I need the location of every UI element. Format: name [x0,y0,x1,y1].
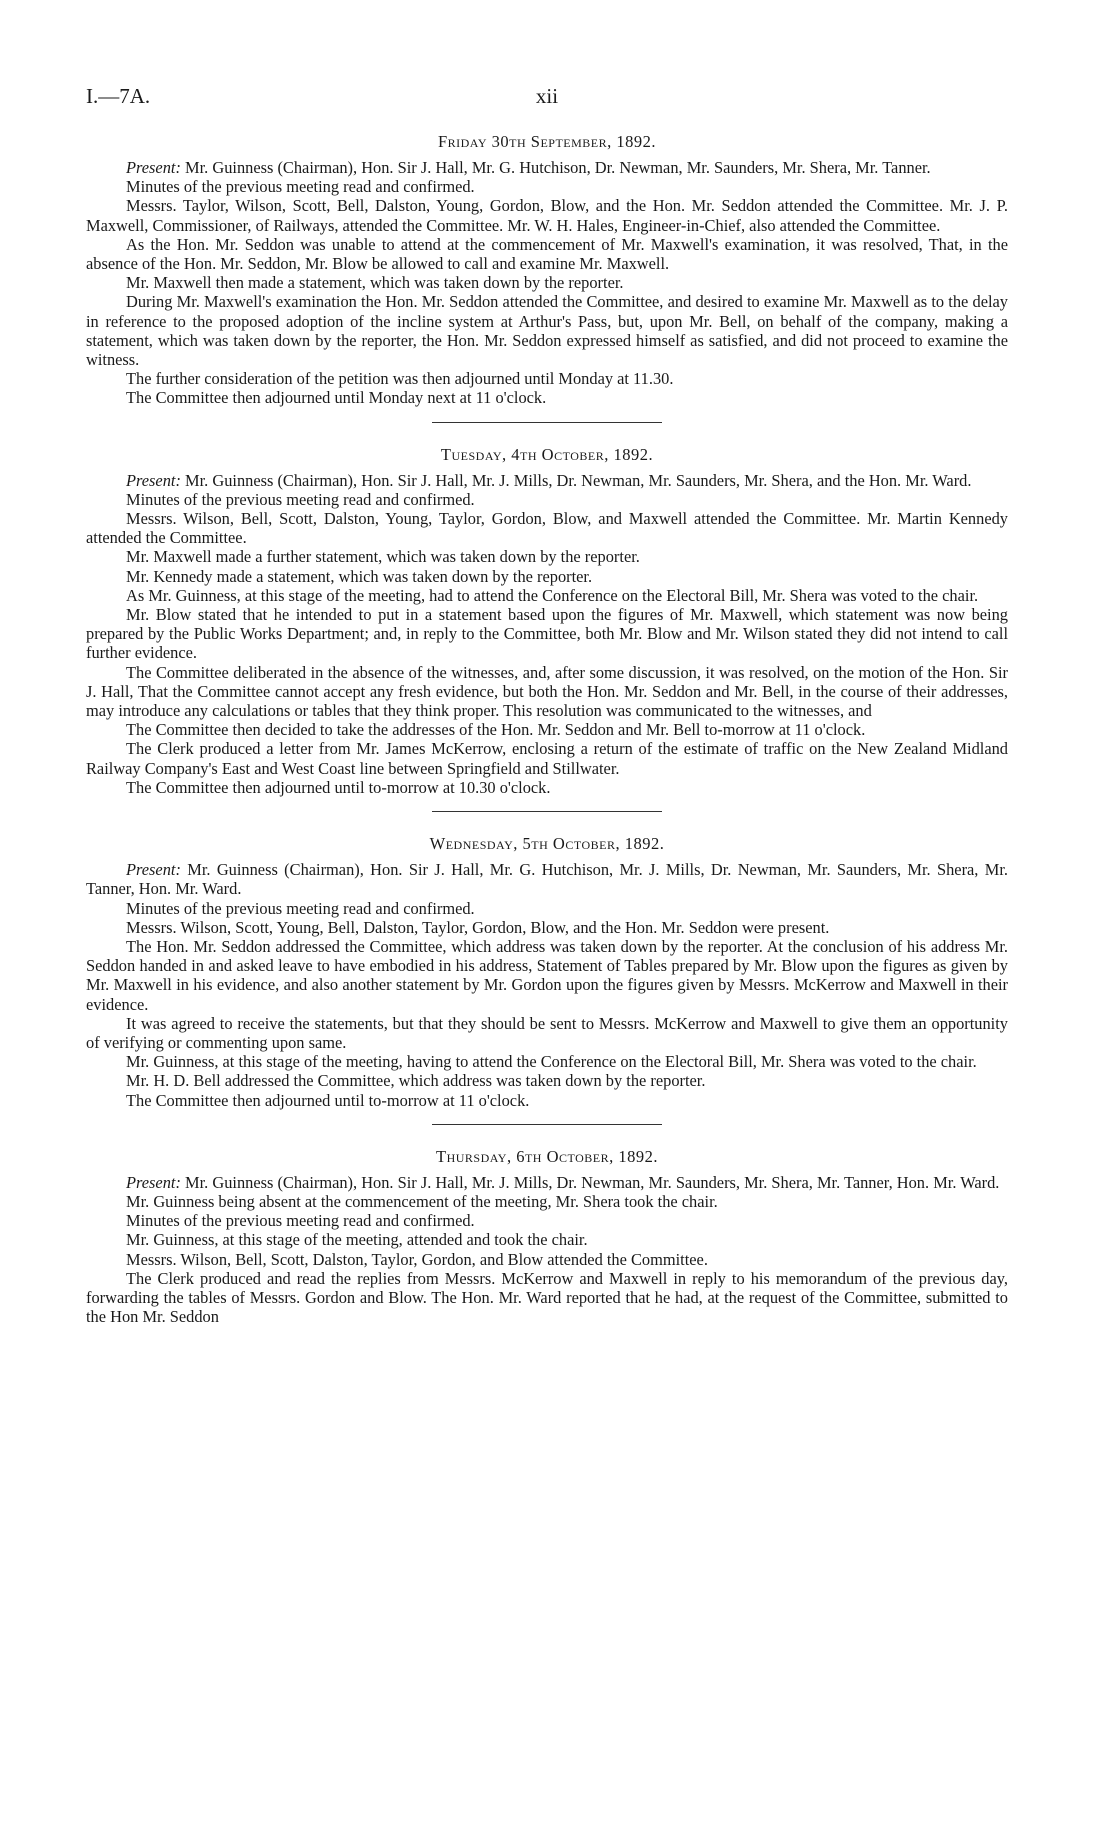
meeting-date-heading: Friday 30th September, 1892. [437,132,657,151]
meeting-date-heading: Wednesday, 5th October, 1892. [429,834,665,854]
present-label: Present: [126,1172,181,1192]
present-list: Mr. Guinness (Chairman), Hon. Sir J. Hall, Mr. J. Mills, Dr. Newman, Mr. Saunders, Mr. Shera, and the Hon. Mr. Ward. [185,470,972,490]
minutes-paragraph: Minutes of the previous meeting read and confirmed. [126,1211,475,1231]
minutes-paragraph: Mr. H. D. Bell addressed the Committee, which address was taken down by the reporter. [126,1071,706,1091]
minutes-paragraph: The Committee then adjourned until to-morrow at 11 o'clock. [126,1090,530,1110]
section-divider [432,422,662,423]
minutes-paragraph: Messrs. Wilson, Scott, Young, Bell, Dalston, Taylor, Gordon, Blow, and the Hon. Mr. Seddon were present. [126,917,830,937]
present-members [86,471,1008,490]
minutes-paragraph: During Mr. Maxwell's examination the Hon. Mr. Seddon attended the Committee, and desired to examine Mr. Maxwell as to the delay in reference to the proposed adoption of the incline system at Arthur's Pass, but, upon Mr. Bell, on behalf of the company, making a statement, which was taken down by the reporter, the Hon. Mr. Seddon expressed himself as satisfied, and did not proceed to examine the witness. [86,292,1008,370]
present-label: Present: [126,860,181,880]
minutes-paragraph: As Mr. Guinness, at this stage of the meeting, had to attend the Conference on the Electoral Bill, Mr. Shera was voted to the chair. [126,585,979,605]
section-divider [432,811,662,812]
minutes-paragraph: The Committee then decided to take the addresses of the Hon. Mr. Seddon and Mr. Bell to-morrow at 11 o'clock. [126,720,866,740]
minutes-paragraph: The Committee deliberated in the absence of the witnesses, and, after some discussion, it was resolved, on the motion of the Hon. Sir J. Hall, That the Committee cannot accept any fresh evidence, but both the Hon. Mr. Seddon and Mr. Bell, in the course of their addresses, may introduce any calculations or tables that they think proper. This resolution was communicated to the witnesses, and [86,662,1008,721]
minutes-paragraph: Mr. Blow stated that he intended to put in a statement based upon the figures of Mr. Maxwell, which statement was now being prepared by the Public Works Department; and, in reply to the Committee, both Mr. Blow and Mr. Wilson stated they did not intend to call further evidence. [86,605,1008,663]
present-members [86,860,1008,898]
minutes-body [86,132,1008,1326]
minutes-paragraph: As the Hon. Mr. Seddon was unable to attend at the commencement of Mr. Maxwell's examination, it was resolved, That, in the absence of the Hon. Mr. Seddon, Mr. Blow be allowed to call and examine Mr. Maxwell. [86,234,1008,274]
minutes-paragraph: Mr. Guinness, at this stage of the meeting, attended and took the chair. [126,1230,588,1250]
minutes-paragraph: The Clerk produced a letter from Mr. James McKerrow, enclosing a return of the estimate of traffic on the New Zealand Midland Railway Company's East and West Coast line between Springfield and Stillwater. [86,739,1008,778]
minutes-paragraph: Mr. Maxwell made a further statement, which was taken down by the reporter. [126,547,640,567]
minutes-paragraph: Messrs. Wilson, Bell, Scott, Dalston, Young, Taylor, Gordon, Blow, and Maxwell attended the Committee. Mr. Martin Kennedy attended the Committee. [86,509,1008,548]
minutes-paragraph: Minutes of the previous meeting read and confirmed. [126,898,475,918]
page-number: xii [535,84,559,108]
page-header [86,84,1008,114]
document-page [86,84,1008,1326]
minutes-paragraph: The further consideration of the petition was then adjourned until Monday at 11.30. [126,369,674,389]
present-list: Mr. Guinness (Chairman), Hon. Sir J. Hall, Mr. G. Hutchison, Dr. Newman, Mr. Saunders, Mr. Shera, Mr. Tanner. [185,158,931,177]
present-list: Mr. Guinness (Chairman), Hon. Sir J. Hall, Mr. G. Hutchison, Mr. J. Mills, Dr. Newman, Mr. Saunders, Mr. Shera, Mr. Tanner, Hon. Mr. Ward. [86,860,1008,899]
meeting-date-heading: Tuesday, 4th October, 1892. [440,444,654,464]
paper-reference: I.—7A. [86,84,151,108]
present-members [86,158,1008,177]
present-label: Present: [126,470,181,490]
minutes-paragraph: Mr. Kennedy made a statement, which was taken down by the reporter. [126,566,593,586]
minutes-paragraph: Mr. Guinness being absent at the commencement of the meeting, Mr. Shera took the chair. [126,1191,718,1211]
minutes-paragraph: Minutes of the previous meeting read and confirmed. [126,489,475,509]
minutes-paragraph: Minutes of the previous meeting read and confirmed. [126,177,475,197]
section-divider [432,1124,662,1125]
present-members [86,1173,1008,1192]
minutes-paragraph: The Hon. Mr. Seddon addressed the Committee, which address was taken down by the reporter. At the conclusion of his address Mr. Seddon handed in and asked leave to have embodied in his address, Statement of Tables prepared by Mr. Blow upon the figures as given by Mr. Maxwell in his evidence, and also another statement by Mr. Gordon upon the figures given by Messrs. McKerrow and Maxwell in their evidence. [86,936,1008,1014]
minutes-paragraph: The Clerk produced and read the replies from Messrs. McKerrow and Maxwell in reply to his memorandum of the previous day, forwarding the tables of Messrs. Gordon and Blow. The Hon. Mr. Ward reported that he had, at the request of the Committee, submitted to the Hon Mr. Seddon [86,1268,1008,1327]
minutes-paragraph: Messrs. Taylor, Wilson, Scott, Bell, Dalston, Young, Gordon, Blow, and the Hon. Mr. Seddon attended the Committee. Mr. J. P. Maxwell, Commissioner, of Railways, attended the Committee. Mr. W. H. Hales, Engineer-in-Chief, also attended the Committee. [86,196,1008,235]
minutes-paragraph: Mr. Guinness, at this stage of the meeting, having to attend the Conference on the Electoral Bill, Mr. Shera was voted to the chair. [126,1052,977,1072]
minutes-paragraph: It was agreed to receive the statements, but that they should be sent to Messrs. McKerrow and Maxwell to give them an opportunity of verifying or commenting upon same. [86,1013,1008,1052]
minutes-paragraph: Messrs. Wilson, Bell, Scott, Dalston, Taylor, Gordon, and Blow attended the Committee. [126,1249,708,1269]
minutes-paragraph: Mr. Maxwell then made a statement, which was taken down by the reporter. [126,273,624,293]
present-list: Mr. Guinness (Chairman), Hon. Sir J. Hall, Mr. J. Mills, Dr. Newman, Mr. Saunders, Mr. Shera, Mr. Tanner, Hon. Mr. Ward. [185,1172,1000,1192]
present-label: Present: [126,158,181,177]
minutes-paragraph: The Committee then adjourned until to-morrow at 10.30 o'clock. [126,777,551,797]
meeting-date-heading: Thursday, 6th October, 1892. [435,1146,659,1166]
minutes-paragraph: The Committee then adjourned until Monday next at 11 o'clock. [126,388,547,408]
